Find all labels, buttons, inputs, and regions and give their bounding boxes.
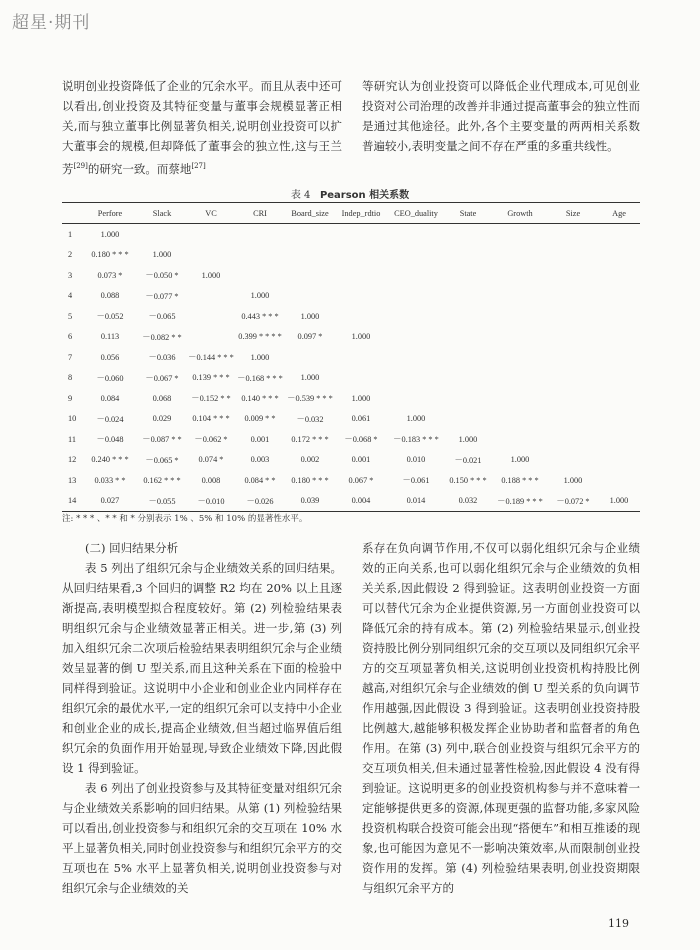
table-cell: －0.062 * [194,435,228,445]
table-cell: 0.008 [201,475,221,485]
table-cell: 0.001 [250,434,270,444]
table-cell: 1.000 [300,311,320,321]
table-cell: －0.072 * [556,496,590,506]
table-title: Pearson 相关系数 [319,190,410,201]
table-row [62,429,640,450]
row-index-cell: 9 [68,393,73,403]
table-cell: 0.399 * * * * [238,332,282,342]
table-cell [388,368,444,389]
table-cell [444,388,492,409]
row-index-cell: 5 [68,311,73,321]
table-cell [388,347,444,368]
table-cell: －0.021 [454,455,482,465]
table-cell [598,347,640,368]
table-cell: －0.048 [96,435,124,445]
table-cell [334,286,388,307]
table-cell [444,224,492,245]
table-cell [388,265,444,286]
column-header: Indep_rdtio [341,208,381,218]
table-cell [598,286,640,307]
table-cell [598,450,640,471]
table-cell: －0.052 [96,312,124,322]
top-left-paragraph [62,76,342,179]
row-index-cell: 11 [68,434,76,444]
table-cell [598,388,640,409]
table-cell: 0.139 * * * [192,373,230,383]
table-cell [548,347,598,368]
table-cell: 1.000 [100,229,120,239]
table-row [62,286,640,307]
bottom-right-column [362,538,640,898]
table-cell [334,265,388,286]
table-cell [334,306,388,327]
table-cell: －0.189 * * * [497,496,543,506]
table-cell [492,327,548,348]
table-cell: 1.000 [152,250,172,260]
column-header: Age [612,208,626,218]
table-cell: 1.000 [510,455,530,465]
table-row [62,347,640,368]
column-header: Perfore [97,208,123,218]
table-cell [444,409,492,430]
table-cell: 0.002 [300,455,320,465]
table-row [62,491,640,512]
table-cell [388,224,444,245]
table-cell [492,409,548,430]
table-cell [286,347,334,368]
column-header: Board_size [291,208,329,218]
table-cell [334,245,388,266]
table-cell: 0.032 [458,496,478,506]
paragraph-text: 表 5 列出了组织冗余与企业绩效关系的回归结果。从回归结果看,3 个回归的调整 R2 均在 20% 以上且逐渐提高,表明模型拟合程度较好。第 (2) 列检验结果表明组织冗余与企业绩效显著正相关。进一步,第 (3) 列加入组织冗余二次项后检验结果表明组织冗余与企业绩效呈显著的倒 U 型关系,而且这种关系在下面的检验中同样得到验证。这说明中小企业和创业企业内同样存在组织冗余的最优水平,一定的组织冗余可以支持中小企业和创业企业的成长,提高企业绩效,但当超过临界值后组织冗余的负面作用开始显现,导致企业绩效下降,因此假设 1 得到验证。 [62,561,342,775]
table-cell [188,306,234,327]
table-cell: 0.180 * * * [91,250,129,260]
table-row [62,409,640,430]
paragraph-text: 表 6 列出了创业投资参与及其特征变量对组织冗余与企业绩效关系影响的回归结果。从第 (1) 列检验结果可以看出,创业投资参与和组织冗余的交互项在 10% 水平上显著负相关,同时创业投资参与和组织冗余平方的交互项也在 5% 水平上显著负相关,说明创业投资参与对组织冗余与企业绩效的关 [62,781,342,895]
table-cell: －0.087 * * [142,435,182,445]
table-cell: 0.084 * * [244,475,276,485]
table-cell: 0.061 [351,414,371,424]
table-cell [548,224,598,245]
table-cell [188,224,234,245]
row-index-cell: 4 [68,291,73,301]
table-cell [548,450,598,471]
table-cell: 0.073 * [97,270,123,280]
table-cell [492,306,548,327]
table-cell: －0.036 [148,353,176,363]
table-cell [188,286,234,307]
table-cell: －0.055 [148,496,176,506]
row-index-cell: 14 [68,496,77,506]
table-cell: 1.000 [300,373,320,383]
table-cell [388,245,444,266]
table-cell [444,327,492,348]
row-index-cell: 12 [68,455,77,465]
table-header-row [62,203,640,224]
table-cell [598,306,640,327]
table-cell: －0.061 [402,476,430,486]
column-header: Size [565,208,581,218]
column-header [62,203,84,224]
table-cell: －0.539 * * * [287,394,333,404]
table-cell [444,265,492,286]
table-row [62,265,640,286]
table-cell: 0.027 [100,496,120,506]
table-note: 注: * * * 、* * 和 * 分别表示 1% 、5% 和 10% 的显著性水平。 [62,514,308,524]
table-cell: 0.004 [351,496,371,506]
table-cell: －0.152 * * [191,394,231,404]
table-cell [492,245,548,266]
table-body [62,224,640,512]
table-cell [548,306,598,327]
paragraph-text: 等研究认为创业投资可以降低企业代理成本,可见创业投资对公司治理的改善并非通过提高董事会的独立性而是通过其他途径。此外,各个主要变量的两两相关系数普遍较小,表明变量之间不存在严重的多重共线性。 [362,79,640,153]
table-cell [492,347,548,368]
table-cell [444,306,492,327]
table-cell: 1.000 [406,414,426,424]
table-cell [492,265,548,286]
table-cell: －0.144 * * * [188,353,234,363]
table-cell: 0.084 [100,393,120,403]
table-cell: 0.009 * * [244,414,276,424]
table-cell: 1.000 [563,475,583,485]
table-row [62,306,640,327]
page-number: 119 [608,917,629,930]
bottom-left-column [62,538,342,898]
table-cell [548,388,598,409]
table-cell [444,347,492,368]
table-cell: 0.150 * * * [449,475,487,485]
table-cell: 0.172 * * * [291,434,329,444]
table-cell [598,429,640,450]
top-right-paragraph [362,76,640,156]
table-cell: －0.168 * * * [237,373,283,383]
table-cell: 0.014 [406,496,426,506]
table-cell [548,409,598,430]
table-cell [334,347,388,368]
table-number: 表 4 [290,190,311,201]
table-row [62,327,640,348]
table-cell [548,429,598,450]
citation-29[interactable]: [29] [73,162,88,170]
table-cell [548,327,598,348]
table-cell [598,409,640,430]
table-cell: －0.077 * [145,291,179,301]
table-cell: 1.000 [250,291,270,301]
table-row [62,368,640,389]
table-cell: －0.065 * [145,455,179,465]
row-index-cell: 2 [68,250,73,260]
table-cell [598,470,640,491]
section-heading: (二) 回归结果分析 [85,541,179,555]
row-index-cell: 3 [68,270,73,280]
table-cell [598,368,640,389]
table-caption [0,186,700,201]
table-cell [388,306,444,327]
table-cell: －0.183 * * * [393,435,439,445]
row-index-cell: 8 [68,373,73,383]
table-cell: 0.033 * * [94,475,126,485]
table-cell [286,286,334,307]
table-cell: 1.000 [351,393,371,403]
paragraph-text: 系存在负向调节作用,不仅可以弱化组织冗余与企业绩效的正向关系,也可以弱化组织冗余与企业绩效的负相关关系,因此假设 2 得到验证。这表明创业投资一方面可以替代冗余为企业提供资源,另一方面创业投资可以降低冗余的持有成本。第 (2) 列检验结果显示,创业投资持股比例分别同组织冗余的交互项以及同组织冗余平方的交互项显著负相关,这说明创业投资机构持股比例越高,对组织冗余与企业绩效的倒 U 型关系的负向调节作用越强,因此假设 3 得到验证。这表明创业投资持股比例越大,越能够积极发挥企业协助者和监督者的角色作用。在第 (3) 列中,联合创业投资与组织冗余平方的交互项负相关,但未通过显著性检验,因此假设 4 没有得到验证。这说明更多的创业投资机构参与并不意味着一定能够提供更多的资源,体现更强的监督功能,多家风险投资机构联合投资可能会出现“搭便车”和相互推诿的现象,也可能因为意见不一影响决策效率,从而限制创业投资作用的发挥。第 (4) 列检验结果表明,创业投资期限与组织冗余平方的 [362,541,640,895]
table-cell: －0.024 [96,414,124,424]
table-cell [492,368,548,389]
table-cell [388,388,444,409]
table-cell: 0.068 [152,393,172,403]
table-row [62,388,640,409]
table-cell: －0.067 * [145,373,179,383]
table-cell [548,265,598,286]
table-cell [234,224,286,245]
row-index-cell: 1 [68,229,73,239]
table-cell: 0.067 * [348,475,374,485]
table-cell [136,224,188,245]
table-cell: －0.060 [96,373,124,383]
table-cell [598,224,640,245]
table-cell: 0.240 * * * [91,455,129,465]
table-cell [598,265,640,286]
table-cell: 1.000 [250,352,270,362]
table-cell [548,286,598,307]
table-cell [286,245,334,266]
column-header: CRI [253,208,267,218]
table-cell: 1.000 [351,332,371,342]
table-cell: 0.029 [152,414,172,424]
table-cell [388,286,444,307]
row-index-cell: 13 [68,475,77,485]
table-cell: －0.068 * [344,435,378,445]
column-header: CEO_duality [394,208,438,218]
table-cell: 1.000 [609,496,629,506]
table-cell [234,245,286,266]
table-cell [286,224,334,245]
table-cell: 0.180 * * * [291,475,329,485]
table-cell: 0.443 * * * [241,311,279,321]
table-cell [598,327,640,348]
table-cell [234,265,286,286]
table-cell: 1.000 [201,270,221,280]
table-cell: 0.056 [100,352,120,362]
table-cell: 0.097 * [297,332,323,342]
table-cell: 0.010 [406,455,426,465]
table-cell: －0.010 [197,496,225,506]
table-row [62,224,640,245]
table-cell [334,224,388,245]
table-cell [334,368,388,389]
table-cell: 1.000 [458,434,478,444]
table-cell: 0.113 [100,332,120,342]
column-header: Growth [507,208,533,218]
table-cell [188,327,234,348]
table-row [62,245,640,266]
table-cell [548,368,598,389]
table-cell: －0.026 [246,496,274,506]
table-cell: －0.082 * * [142,332,182,342]
row-index-cell: 7 [68,352,73,362]
table-cell: 0.039 [300,496,320,506]
table-cell [286,265,334,286]
table-cell [444,368,492,389]
table-cell [492,224,548,245]
table-cell [444,245,492,266]
table-cell: －0.065 [148,312,176,322]
table-cell [598,245,640,266]
table-cell: 0.001 [351,455,371,465]
citation-27[interactable]: [27] [191,162,206,170]
table-cell: 0.162 * * * [143,475,181,485]
text-segment: 说明创业投资降低了企业的冗余水平。而且从表中还可以看出,创业投资及其特征变量与董事会规模显著正相关,而与独立董事比例显著负相关,说明创业投资可以扩大董事会的规模,但却降低了董事会的独立性,这与王兰芳 [62,79,342,176]
table-cell [188,245,234,266]
pearson-correlation-table [62,202,640,512]
table-cell [444,286,492,307]
table-row [62,450,640,471]
table-cell [548,245,598,266]
row-index-cell: 10 [68,414,77,424]
table-row [62,470,640,491]
table-cell [492,286,548,307]
table-cell [492,388,548,409]
table-cell: 0.140 * * * [241,393,279,403]
table-cell: 0.188 * * * [501,475,539,485]
text-segment: 的研究一致。而蔡地 [87,161,192,176]
column-header: VC [205,208,217,218]
table-cell: 0.074 * [198,455,224,465]
column-header: Slack [152,208,172,218]
column-header: State [459,208,477,218]
table-cell [388,327,444,348]
table-cell: 0.088 [100,291,120,301]
table-cell: 0.003 [250,455,270,465]
row-index-cell: 6 [68,332,73,342]
journal-header-watermark: 超星·期刊 [12,13,91,33]
table-cell [492,429,548,450]
table-cell: 0.104 * * * [192,414,230,424]
table-cell: －0.050 * [145,271,179,281]
table-cell: －0.032 [296,414,324,424]
